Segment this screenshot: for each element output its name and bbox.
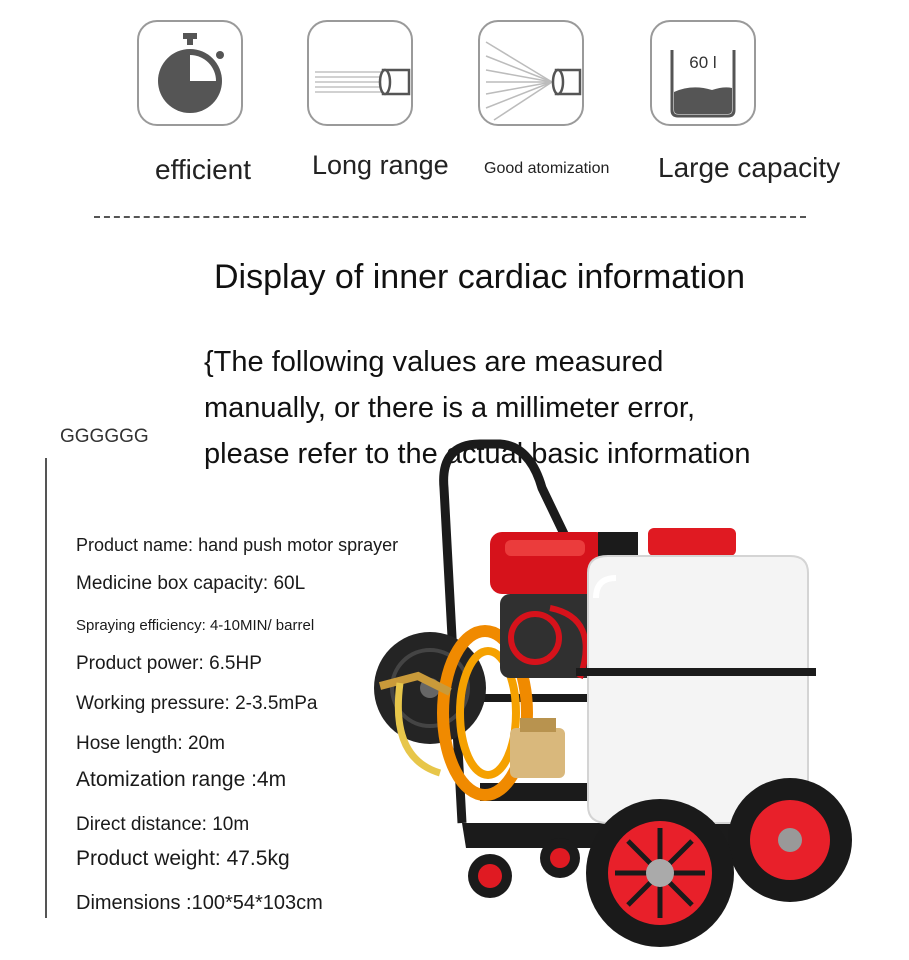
feature-label-large-capacity: Large capacity: [658, 152, 841, 183]
dashed-divider: [94, 216, 806, 218]
note-line-3: please refer to the actual basic information: [204, 438, 751, 470]
spec-medicine-box-capacity: Medicine box capacity: 60L: [76, 573, 306, 594]
feature-card-large-capacity: [650, 20, 756, 126]
spec-dimensions: Dimensions :100*54*103cm: [76, 892, 323, 914]
brand-tag: GGGGGG: [60, 426, 149, 447]
page-heading: Display of inner cardiac information: [214, 258, 746, 296]
feature-card-efficient: [137, 20, 243, 126]
feature-card-good-atomization: [478, 20, 584, 126]
spec-spraying-efficiency: Spraying efficiency: 4-10MIN/ barrel: [76, 617, 315, 634]
spec-working-pressure: Working pressure: 2-3.5mPa: [76, 693, 318, 714]
spec-product-power: Product power: 6.5HP: [76, 653, 262, 674]
spec-hose-length: Hose length: 20m: [76, 733, 225, 754]
note-line-1: {The following values are measured: [204, 346, 664, 378]
vertical-rule: [45, 458, 47, 918]
spec-atomization-range: Atomization range :4m: [76, 768, 287, 791]
stopwatch-icon: [139, 22, 241, 124]
sprayer-illustration: [370, 428, 870, 953]
nozzle-spray-icon: [480, 22, 582, 124]
feature-label-good-atomization: Good atomization: [484, 160, 610, 177]
spec-product-weight: Product weight: 47.5kg: [76, 847, 290, 870]
spec-direct-distance: Direct distance: 10m: [76, 814, 250, 835]
feature-label-long-range: Long range: [312, 150, 449, 180]
feature-label-efficient: efficient: [155, 154, 251, 185]
tank-icon: [652, 22, 754, 124]
note-line-2: manually, or there is a millimeter error,: [204, 392, 696, 424]
feature-card-long-range: [307, 20, 413, 126]
pipe-stream-icon: [309, 22, 411, 124]
spec-product-name: Product name: hand push motor sprayer: [76, 535, 399, 555]
tank-volume-text: 60 l: [689, 53, 717, 72]
